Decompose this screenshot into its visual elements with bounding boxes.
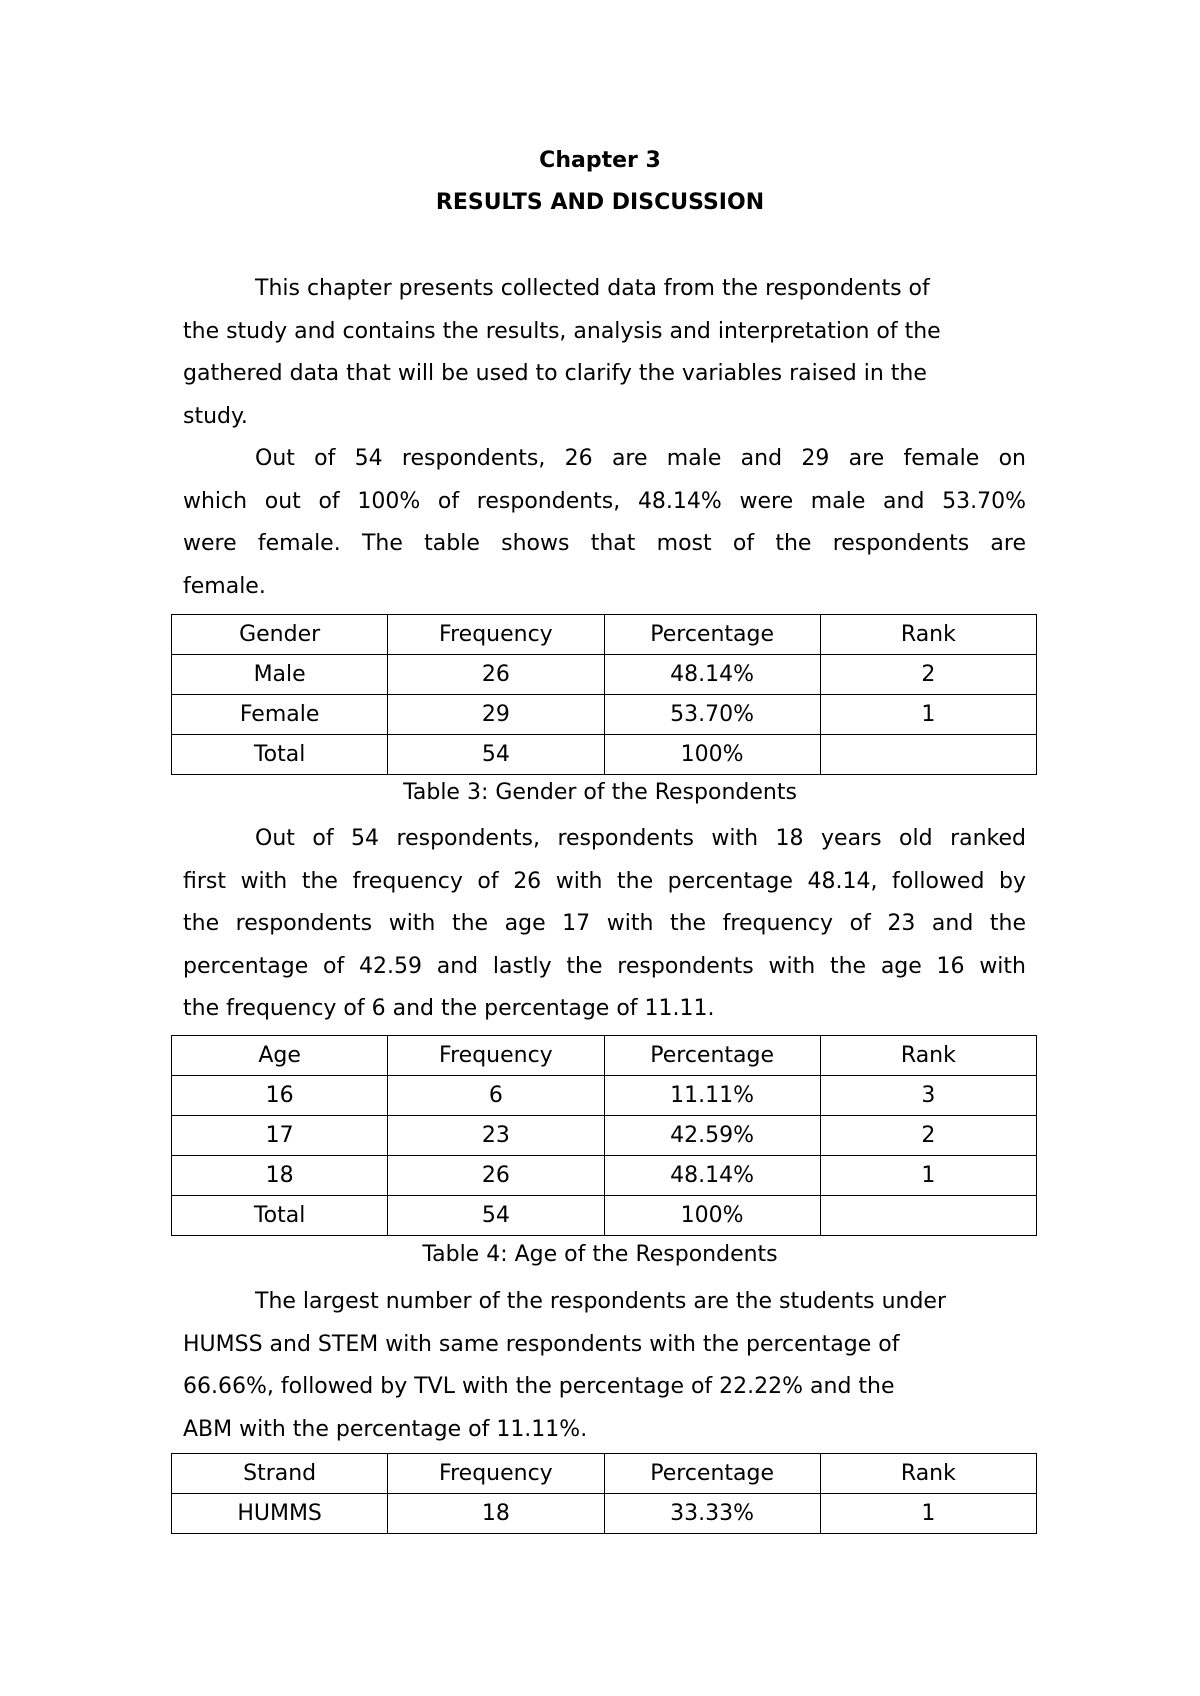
- paragraph-line: the frequency of 6 and the percentage of 11.11.: [183, 996, 715, 1021]
- table-cell: 1: [820, 695, 1036, 735]
- table-cell: 53.70%: [604, 695, 820, 735]
- table-cell: 54: [388, 1196, 604, 1236]
- table-header-cell: Gender: [172, 615, 388, 655]
- table-cell: 2: [820, 1116, 1036, 1156]
- table-cell: [820, 735, 1036, 775]
- table-cell: Female: [172, 695, 388, 735]
- table-cell: 16: [172, 1076, 388, 1116]
- table-row: [172, 695, 1037, 735]
- table-cell: 48.14%: [604, 655, 820, 695]
- paragraph-line: The largest number of the respondents are the students under: [255, 1289, 947, 1314]
- paragraph-line: study.: [183, 403, 248, 429]
- chapter-heading: Chapter 3: [539, 148, 661, 173]
- table-caption: Table 4: Age of the Respondents: [422, 1242, 778, 1267]
- table-header-row: [172, 1036, 1037, 1076]
- table-cell: Male: [172, 655, 388, 695]
- paragraph-line: HUMSS and STEM with same respondents with the percentage of: [183, 1331, 900, 1357]
- table-header-cell: Rank: [820, 1036, 1036, 1076]
- table-cell: 17: [172, 1116, 388, 1156]
- section-title: RESULTS AND DISCUSSION: [435, 190, 765, 215]
- paragraph-line: percentage of 42.59 and lastly the respondents with the age 16 with: [183, 953, 1026, 979]
- age-paragraph: [183, 818, 1026, 1031]
- table-row: [172, 1196, 1037, 1236]
- table-cell: 18: [172, 1156, 388, 1196]
- table-cell: 29: [388, 695, 604, 735]
- table-cell: [820, 1196, 1036, 1236]
- gender-paragraph: [183, 438, 1026, 608]
- table-header-cell: Percentage: [604, 1454, 820, 1494]
- paragraph-line: 66.66%, followed by TVL with the percentage of 22.22% and the: [183, 1374, 895, 1399]
- paragraph-line: female.: [183, 573, 266, 599]
- table-row: [172, 1076, 1037, 1116]
- table-cell: 2: [820, 655, 1036, 695]
- paragraph-line: ABM with the percentage of 11.11%.: [183, 1416, 588, 1442]
- strand-paragraph: [183, 1281, 1026, 1451]
- paragraph-line: first with the frequency of 26 with the percentage 48.14, followed by: [183, 868, 1026, 894]
- table-header-cell: Frequency: [388, 1454, 604, 1494]
- table-cell: 11.11%: [604, 1076, 820, 1116]
- paragraph-line: which out of 100% of respondents, 48.14% were male and 53.70%: [183, 488, 1026, 514]
- table-header-row: [172, 615, 1037, 655]
- table-header-cell: Age: [172, 1036, 388, 1076]
- paragraph-line: the respondents with the age 17 with the frequency of 23 and the: [183, 911, 1026, 936]
- table-header-cell: Percentage: [604, 615, 820, 655]
- table-cell: 54: [388, 735, 604, 775]
- table-header-cell: Frequency: [388, 615, 604, 655]
- table-cell: 18: [388, 1494, 604, 1534]
- table-header-row: [172, 1454, 1037, 1494]
- table-cell: 1: [820, 1494, 1036, 1534]
- table-cell: 100%: [604, 735, 820, 775]
- age-table: [171, 1035, 1037, 1236]
- table-cell: 42.59%: [604, 1116, 820, 1156]
- table-row: [172, 735, 1037, 775]
- table-cell: Total: [172, 735, 388, 775]
- table-cell: 6: [388, 1076, 604, 1116]
- table-cell: 1: [820, 1156, 1036, 1196]
- paragraph-line: were female. The table shows that most of the respondents are: [183, 531, 1026, 556]
- table-header-cell: Rank: [820, 1454, 1036, 1494]
- paragraph-line: This chapter presents collected data from the respondents of: [255, 276, 930, 301]
- table-row: [172, 1116, 1037, 1156]
- table-row: [172, 655, 1037, 695]
- paragraph-line: gathered data that will be used to clarify the variables raised in the: [183, 361, 927, 386]
- strand-table: [171, 1453, 1037, 1534]
- table-cell: Total: [172, 1196, 388, 1236]
- table-caption: Table 3: Gender of the Respondents: [403, 780, 797, 805]
- table-cell: 23: [388, 1116, 604, 1156]
- table-cell: 3: [820, 1076, 1036, 1116]
- table-header-cell: Strand: [172, 1454, 388, 1494]
- table-header-cell: Percentage: [604, 1036, 820, 1076]
- table-cell: 26: [388, 1156, 604, 1196]
- table-cell: 26: [388, 655, 604, 695]
- table-cell: 100%: [604, 1196, 820, 1236]
- table-row: [172, 1494, 1037, 1534]
- paragraph-line: the study and contains the results, analysis and interpretation of the: [183, 318, 941, 344]
- table-cell: 33.33%: [604, 1494, 820, 1534]
- gender-table: [171, 614, 1037, 775]
- table-header-cell: Frequency: [388, 1036, 604, 1076]
- table-row: [172, 1156, 1037, 1196]
- table-cell: HUMMS: [172, 1494, 388, 1534]
- paragraph-line: Out of 54 respondents, 26 are male and 29 are female on: [255, 446, 1026, 471]
- paragraph-line: Out of 54 respondents, respondents with 18 years old ranked: [255, 826, 1026, 851]
- intro-paragraph: [183, 268, 1026, 438]
- table-cell: 48.14%: [604, 1156, 820, 1196]
- table-header-cell: Rank: [820, 615, 1036, 655]
